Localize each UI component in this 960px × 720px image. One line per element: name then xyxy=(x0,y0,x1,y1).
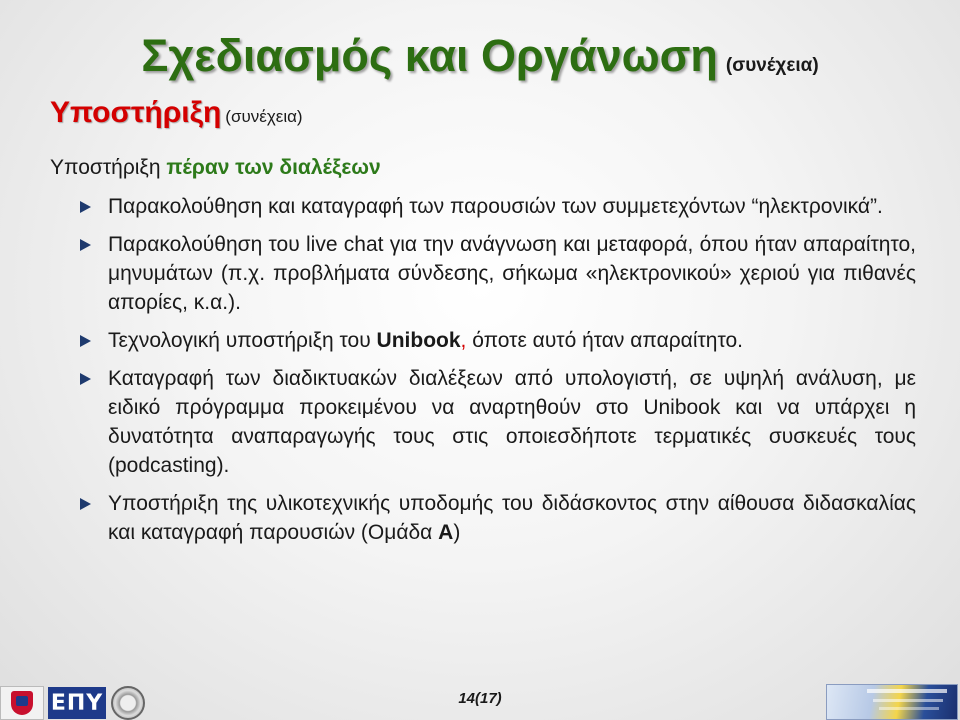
slide-subtitle xyxy=(50,96,303,130)
bullet-item xyxy=(78,230,916,317)
bullet-text-before: Τεχνολογική υποστήριξη του xyxy=(108,329,377,352)
slide-title-suffix: (συνέχεια) xyxy=(725,55,819,76)
group-a-bold: Α xyxy=(438,521,454,544)
section-heading-highlight: πέραν των διαλέξεων xyxy=(166,156,381,179)
unibook-bold: Unibook xyxy=(376,329,461,352)
epy-logo-text: ΕΠΥ xyxy=(50,690,104,716)
slide-subtitle-suffix: (συνέχεια) xyxy=(225,107,303,126)
logo-stripe xyxy=(867,689,947,693)
bullet-comma: , xyxy=(460,329,467,352)
bullet-text: Παρακολούθηση και καταγραφή των παρουσιών των συμμετεχόντων “ηλεκτρονικά”. xyxy=(108,195,883,218)
slide-title xyxy=(0,30,960,82)
page-number: 14(17) xyxy=(458,690,502,707)
bullet-text: Παρακολούθηση του live chat για την ανάγνωση και μεταφορά, όπου ήταν απαραίτητο, μηνυμάτων (π.χ. προβλήματα σύνδεσης, σήκωμα «ηλεκτρονικού» χεριού για πιθανές απορίες, κ.α.). xyxy=(108,233,916,314)
triangle-bullet-icon xyxy=(80,498,91,510)
triangle-bullet-icon xyxy=(80,335,91,347)
bullet-item xyxy=(78,489,916,547)
bullet-text-after: όποτε αυτό ήταν απαραίτητο. xyxy=(466,329,743,352)
slide-title-main: Σχεδιασμός και Οργάνωση xyxy=(141,30,718,81)
logo-stripe xyxy=(873,699,943,702)
bullet-text-after: ) xyxy=(453,521,461,544)
triangle-bullet-icon xyxy=(80,201,91,213)
bullet-item xyxy=(78,326,916,355)
bullet-item xyxy=(78,192,916,221)
section-heading-plain: Υποστήριξη xyxy=(50,156,167,179)
bullet-list xyxy=(78,192,916,556)
triangle-bullet-icon xyxy=(80,373,91,385)
bullet-text: Καταγραφή των διαδικτυακών διαλέξεων από υπολογιστή, σε υψηλή ανάλυση, με ειδικό πρόγραμμα προκειμένου να αναρτηθούν στο Unibook και να υπάρχει η δυνατότητα αναπαραγωγής τους στις οποιεσδήποτε τερματικές συσκευές τους (podcasting). xyxy=(108,367,916,477)
conference-logo xyxy=(826,684,958,720)
bullet-text-before: Υποστήριξη της υλικοτεχνικής υποδομής του διδάσκοντος στην αίθουσα διδασκαλίας και καταγραφή παρουσιών (Ομάδα xyxy=(108,492,916,544)
triangle-bullet-icon xyxy=(80,239,91,251)
slide-subtitle-main: Υποστήριξη xyxy=(50,96,222,129)
section-heading xyxy=(50,156,381,180)
logo-stripe xyxy=(879,707,939,710)
bullet-item xyxy=(78,364,916,480)
